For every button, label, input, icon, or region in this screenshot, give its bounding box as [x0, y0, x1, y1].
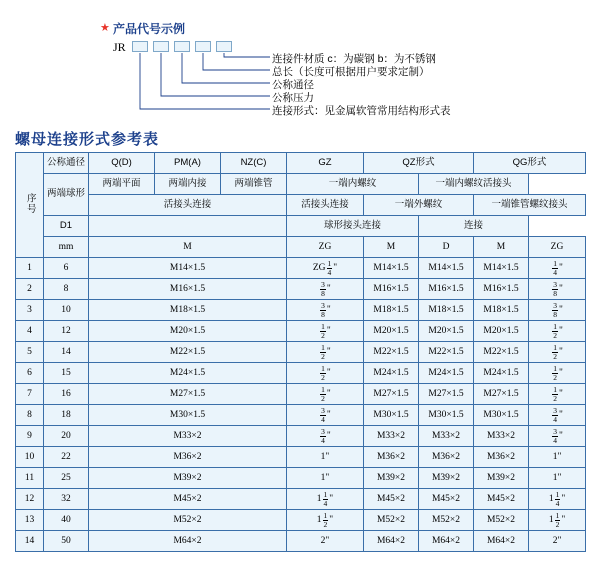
- cell-m-thread: M36×2: [89, 447, 287, 468]
- star-icon: ★: [100, 22, 110, 34]
- cell-dn: 14: [44, 342, 89, 363]
- cell-qg-m: M18×1.5: [474, 300, 529, 321]
- header-qg-connection: 一端锥管螺纹接头: [474, 195, 586, 216]
- table-row: [16, 258, 586, 279]
- header-unit-qg-zg: ZG: [529, 237, 586, 258]
- cell-qz-d: M14×1.5: [419, 258, 474, 279]
- table-row: [16, 279, 586, 300]
- header-unit-mm: mm: [44, 237, 89, 258]
- cell-gz-zg: $\frac{1}{2}$ ": [287, 384, 364, 405]
- cell-qg-zg: 1 $\frac{1}{4}$ ": [529, 489, 586, 510]
- cell-qz-m: M36×2: [364, 447, 419, 468]
- header-group-pma: PM(A): [155, 153, 221, 174]
- cell-m-thread: M52×2: [89, 510, 287, 531]
- table-row: [16, 510, 586, 531]
- cell-qg-zg: $\frac{3}{4}$ ": [529, 405, 586, 426]
- table-row: [16, 363, 586, 384]
- header-group-qz: QZ形式: [364, 153, 474, 174]
- cell-dn: 15: [44, 363, 89, 384]
- cell-index: 6: [16, 363, 44, 384]
- legend-title: 产品代号示例: [113, 22, 186, 36]
- cell-index: 3: [16, 300, 44, 321]
- cell-qz-d: M24×1.5: [419, 363, 474, 384]
- cell-m-thread: M20×1.5: [89, 321, 287, 342]
- cell-index: 14: [16, 531, 44, 552]
- header-unit-qz-d: D: [419, 237, 474, 258]
- cell-dn: 12: [44, 321, 89, 342]
- cell-qg-m: M39×2: [474, 468, 529, 489]
- cell-index: 13: [16, 510, 44, 531]
- table-row: [16, 342, 586, 363]
- table-row: [16, 426, 586, 447]
- legend-item-material: 连接件材质 c：为碳钢 b：为不锈钢: [272, 53, 436, 65]
- cell-qg-m: M52×2: [474, 510, 529, 531]
- cell-dn: 16: [44, 384, 89, 405]
- cell-index: 10: [16, 447, 44, 468]
- cell-index: 12: [16, 489, 44, 510]
- cell-index: 9: [16, 426, 44, 447]
- cell-gz-zg: $\frac{1}{2}$ ": [287, 342, 364, 363]
- cell-qg-zg: 1 $\frac{1}{2}$ ": [529, 510, 586, 531]
- cell-qz-d: M45×2: [419, 489, 474, 510]
- cell-qg-m: M24×1.5: [474, 363, 529, 384]
- header-unit-qz-m: M: [364, 237, 419, 258]
- header-qg-connect: 连接: [419, 216, 529, 237]
- nut-connection-table: [15, 152, 586, 552]
- header-group-qg: QG形式: [474, 153, 586, 174]
- header-union-connection: 活接头连接: [89, 195, 287, 216]
- cell-gz-zg: $\frac{1}{2}$ ": [287, 363, 364, 384]
- header-unit-m: M: [89, 237, 287, 258]
- header-d1: D1: [44, 216, 89, 237]
- table-header-row-d1: [16, 216, 586, 237]
- header-pma-end: 两端内接: [155, 174, 221, 195]
- cell-dn: 10: [44, 300, 89, 321]
- cell-index: 7: [16, 384, 44, 405]
- cell-index: 2: [16, 279, 44, 300]
- cell-qg-m: M33×2: [474, 426, 529, 447]
- table-header-row-ends: [16, 174, 586, 195]
- cell-qz-m: M24×1.5: [364, 363, 419, 384]
- cell-gz-zg: 1": [287, 468, 364, 489]
- header-dn-text: 两端球形: [44, 174, 89, 216]
- cell-qz-d: M64×2: [419, 531, 474, 552]
- cell-qg-m: M22×1.5: [474, 342, 529, 363]
- cell-m-thread: M24×1.5: [89, 363, 287, 384]
- cell-index: 5: [16, 342, 44, 363]
- cell-gz-zg: $\frac{3}{8}$ ": [287, 300, 364, 321]
- cell-qz-m: M45×2: [364, 489, 419, 510]
- cell-m-thread: M39×2: [89, 468, 287, 489]
- legend-item-nominal-diameter: 公称通径: [272, 79, 314, 91]
- header-nzc-end: 两端锥管: [221, 174, 287, 195]
- cell-qz-d: M27×1.5: [419, 384, 474, 405]
- cell-qz-m: M52×2: [364, 510, 419, 531]
- header-dn-label: 公称通径: [44, 153, 89, 174]
- legend-item-length: 总长（长度可根据用户要求定制）: [272, 66, 430, 78]
- cell-gz-zg: $\frac{1}{2}$ ": [287, 321, 364, 342]
- cell-qz-d: M39×2: [419, 468, 474, 489]
- cell-qg-zg: $\frac{3}{8}$ ": [529, 300, 586, 321]
- header-qz-connection: 一端外螺纹: [364, 195, 474, 216]
- table-row: [16, 531, 586, 552]
- header-qz-ball: 球形接头连接: [287, 216, 419, 237]
- cell-qz-m: M33×2: [364, 426, 419, 447]
- header-group-gz: GZ: [287, 153, 364, 174]
- cell-qg-zg: $\frac{1}{4}$ ": [529, 258, 586, 279]
- cell-qg-zg: 2": [529, 531, 586, 552]
- cell-qz-m: M30×1.5: [364, 405, 419, 426]
- cell-index: 11: [16, 468, 44, 489]
- cell-m-thread: M64×2: [89, 531, 287, 552]
- table-row: [16, 447, 586, 468]
- cell-qz-m: M20×1.5: [364, 321, 419, 342]
- cell-qz-m: M22×1.5: [364, 342, 419, 363]
- cell-qz-d: M33×2: [419, 426, 474, 447]
- cell-dn: 18: [44, 405, 89, 426]
- cell-m-thread: M16×1.5: [89, 279, 287, 300]
- cell-qg-zg: 1": [529, 468, 586, 489]
- cell-qg-zg: $\frac{1}{2}$ ": [529, 363, 586, 384]
- table-row: [16, 300, 586, 321]
- cell-qg-m: M45×2: [474, 489, 529, 510]
- cell-qg-m: M27×1.5: [474, 384, 529, 405]
- cell-qg-m: M30×1.5: [474, 405, 529, 426]
- cell-m-thread: M18×1.5: [89, 300, 287, 321]
- cell-dn: 8: [44, 279, 89, 300]
- table-row: [16, 468, 586, 489]
- cell-gz-zg: 1 $\frac{1}{2}$ ": [287, 510, 364, 531]
- cell-qz-d: M18×1.5: [419, 300, 474, 321]
- header-index: [16, 153, 44, 258]
- cell-qz-d: M36×2: [419, 447, 474, 468]
- section-title: 螺母连接形式参考表: [15, 131, 160, 148]
- cell-qg-zg: 1": [529, 447, 586, 468]
- table-header-row-groups: [16, 153, 586, 174]
- cell-qg-m: M20×1.5: [474, 321, 529, 342]
- cell-qg-zg: $\frac{3}{8}$ ": [529, 279, 586, 300]
- cell-dn: 50: [44, 531, 89, 552]
- cell-index: 8: [16, 405, 44, 426]
- cell-qg-zg: $\frac{1}{2}$ ": [529, 342, 586, 363]
- cell-m-thread: M14×1.5: [89, 258, 287, 279]
- cell-gz-zg: $\frac{3}{4}$ ": [287, 426, 364, 447]
- cell-dn: 20: [44, 426, 89, 447]
- header-unit-zg: ZG: [287, 237, 364, 258]
- cell-m-thread: M27×1.5: [89, 384, 287, 405]
- cell-index: 4: [16, 321, 44, 342]
- cell-qz-m: M14×1.5: [364, 258, 419, 279]
- header-group-nzc: NZ(C): [221, 153, 287, 174]
- cell-m-thread: M30×1.5: [89, 405, 287, 426]
- cell-m-thread: M45×2: [89, 489, 287, 510]
- table-header-row-units: [16, 237, 586, 258]
- cell-dn: 6: [44, 258, 89, 279]
- cell-qg-m: M64×2: [474, 531, 529, 552]
- cell-gz-zg: 2": [287, 531, 364, 552]
- header-qz-end: 一端内螺纹活接头: [419, 174, 529, 195]
- cell-gz-zg: $\frac{3}{8}$ ": [287, 279, 364, 300]
- cell-qz-d: M30×1.5: [419, 405, 474, 426]
- cell-qz-m: M64×2: [364, 531, 419, 552]
- cell-gz-zg: $\frac{3}{4}$ ": [287, 405, 364, 426]
- code-prefix: JR: [113, 40, 126, 54]
- cell-gz-zg: 1": [287, 447, 364, 468]
- cell-qz-d: M52×2: [419, 510, 474, 531]
- cell-qz-d: M16×1.5: [419, 279, 474, 300]
- cell-gz-zg: 1 $\frac{1}{4}$ ": [287, 489, 364, 510]
- cell-qz-d: M20×1.5: [419, 321, 474, 342]
- cell-qg-zg: $\frac{3}{4}$ ": [529, 426, 586, 447]
- cell-qg-m: M14×1.5: [474, 258, 529, 279]
- cell-qz-m: M16×1.5: [364, 279, 419, 300]
- product-code-legend: [0, 0, 600, 125]
- cell-qg-m: M36×2: [474, 447, 529, 468]
- header-gz-end: 一端内螺纹: [287, 174, 419, 195]
- cell-qz-m: M18×1.5: [364, 300, 419, 321]
- cell-m-thread: M33×2: [89, 426, 287, 447]
- table-row: [16, 405, 586, 426]
- cell-qg-zg: $\frac{1}{2}$ ": [529, 321, 586, 342]
- cell-m-thread: M22×1.5: [89, 342, 287, 363]
- cell-index: 1: [16, 258, 44, 279]
- cell-qz-m: M39×2: [364, 468, 419, 489]
- cell-qg-m: M16×1.5: [474, 279, 529, 300]
- cell-qg-zg: $\frac{1}{2}$ ": [529, 384, 586, 405]
- table-header-row-connection: [16, 195, 586, 216]
- header-blank-1: [89, 216, 287, 237]
- cell-qz-d: M22×1.5: [419, 342, 474, 363]
- cell-dn: 32: [44, 489, 89, 510]
- table-row: [16, 321, 586, 342]
- legend-item-nominal-pressure: 公称压力: [272, 92, 314, 104]
- table-row: [16, 489, 586, 510]
- cell-dn: 22: [44, 447, 89, 468]
- header-index-label: 序号: [24, 192, 36, 214]
- cell-qz-m: M27×1.5: [364, 384, 419, 405]
- header-group-qd: Q(D): [89, 153, 155, 174]
- table-body: [16, 258, 586, 552]
- cell-dn: 25: [44, 468, 89, 489]
- table-row: [16, 384, 586, 405]
- header-qd-end: 两端平面: [89, 174, 155, 195]
- cell-dn: 40: [44, 510, 89, 531]
- cell-gz-zg: ZG $\frac{1}{4}$ ": [287, 258, 364, 279]
- legend-item-connection-type: 连接形式：见金属软管常用结构形式表: [272, 105, 451, 117]
- header-gz-connection: 活接头连接: [287, 195, 364, 216]
- nut-connection-table-wrapper: [15, 152, 585, 552]
- header-unit-qg-m: M: [474, 237, 529, 258]
